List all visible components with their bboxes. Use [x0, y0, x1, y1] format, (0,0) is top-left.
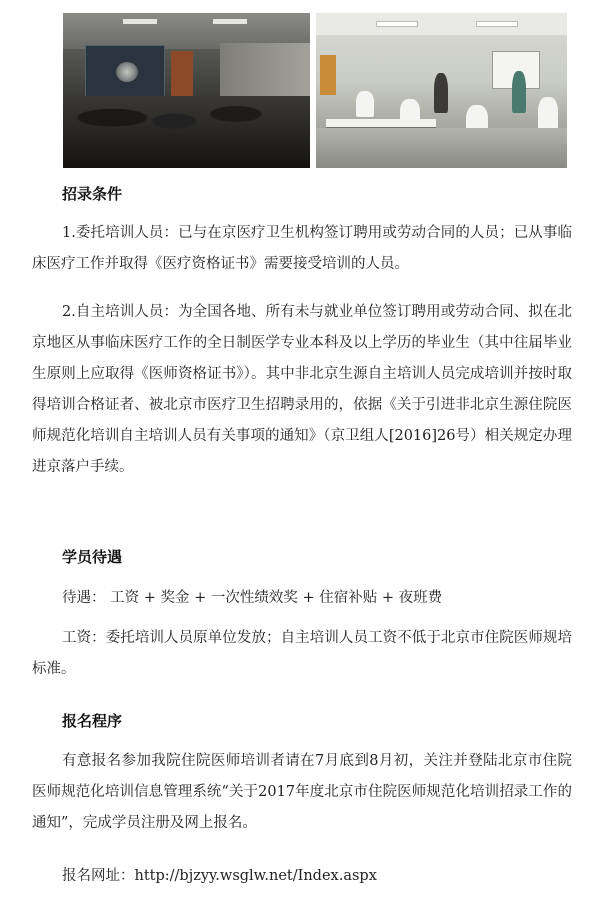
- photo-strip: [63, 13, 567, 168]
- audience: [63, 96, 310, 168]
- ceiling: [316, 13, 567, 35]
- apply-paragraph-1: 有意报名参加我院住院医师培训者请在7月底到8月初，关注并登陆北京市住院医师规范化培训信息管理系统“关于2017年度北京市住院医师规范化培训招录工作的通知”，完成学员注册及网上报名。: [32, 753, 572, 831]
- ceiling-light: [213, 19, 247, 24]
- trainee: [538, 97, 558, 131]
- section-title-recruit: 招录条件: [62, 185, 123, 203]
- instructor: [434, 73, 448, 113]
- window: [320, 55, 336, 95]
- instructor: [512, 71, 526, 113]
- section-title-treatment: 学员待遇: [62, 548, 123, 566]
- projection-screen: [85, 45, 165, 103]
- classroom-photo: [316, 13, 567, 168]
- trainee: [356, 91, 374, 117]
- apply-url-line: 报名网址：http://bjzyy.wsglw.net/Index.aspx: [62, 868, 377, 884]
- treatment-paragraph-2: 工资：委托培训人员原单位发放；自主培训人员工资不低于北京市住院医师规培标准。: [32, 630, 572, 677]
- recruit-paragraph-2: 2.自主培训人员：为全国各地、所有未与就业单位签订聘用或劳动合同、拟在北京地区从事临床医疗工作的全日制医学专业本科及以上学历的毕业生（其中往届毕业生原则上应取得《医师资格证书》）。其中非北京生源自主培训人员完成培训并按时取得培训合格证者、被北京市医疗卫生招聘录用的，依据《关于引进非北京生源住院医师规范化培训自主培训人员有关事项的通知》（京卫组人[2016]26号）相关规定办理进京落户手续。: [32, 304, 572, 475]
- treatment-paragraph-1: 待遇： 工资 + 奖金 + 一次性绩效奖 + 住宿补贴 + 夜班费: [62, 590, 443, 606]
- recruit-paragraph-1: 1.委托培训人员：已与在京医疗卫生机构签订聘用或劳动合同的人员；已从事临床医疗工作并取得《医疗资格证书》需要接受培训的人员。: [32, 225, 572, 272]
- ceiling-lamp: [476, 21, 518, 27]
- ceiling-light: [123, 19, 157, 24]
- floor: [316, 128, 567, 168]
- section-title-apply: 报名程序: [62, 712, 123, 730]
- lecture-hall-photo: [63, 13, 310, 168]
- ceiling-lamp: [376, 21, 418, 27]
